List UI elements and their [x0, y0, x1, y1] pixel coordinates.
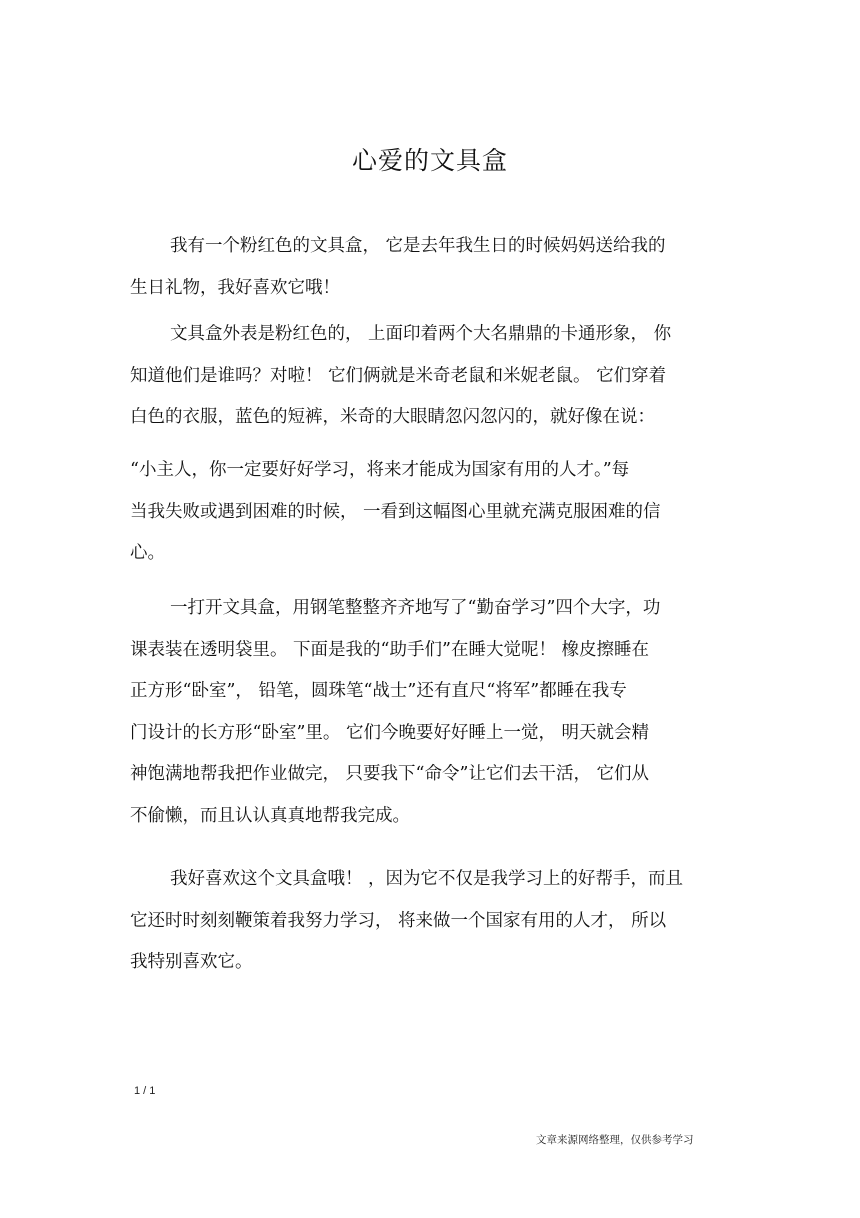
paragraph-line: 当我失败或遇到困难的时候， 一看到这幅图心里就充满克服困难的信: [130, 501, 661, 522]
paragraph-line: 我好喜欢这个文具盒哦！ ，因为它不仅是我学习上的好帮手，而且: [170, 869, 684, 889]
paragraph-4: [130, 588, 740, 837]
page-number: 1 / 1: [134, 1085, 156, 1097]
paragraph-3: [130, 450, 740, 575]
paragraph-line: 课表装在透明袋里。 下面是我的“助手们”在睡大觉呢！ 橡皮擦睡在: [130, 639, 650, 660]
footer-note: 文章来源网络整理，仅供参考学习: [536, 1134, 694, 1146]
paragraph-line: 知道他们是谁吗？对啦！ 它们俩就是米奇老鼠和米妮老鼠。 它们穿着: [130, 365, 667, 386]
paragraph-1: [130, 226, 740, 309]
paragraph-2: [130, 314, 740, 439]
paragraph-line: 白色的衣服，蓝色的短裤，米奇的大眼睛忽闪忽闪的，就好像在说：: [130, 407, 655, 427]
paragraph-line: 它还时时刻刻鞭策着我努力学习， 将来做一个国家有用的人才， 所以: [130, 910, 667, 931]
paragraph-line: 我有一个粉红色的文具盒， 它是去年我生日的时候妈妈送给我的: [170, 236, 666, 256]
paragraph-line: 门设计的长方形“卧室”里。 它们今晚要好好睡上一觉， 明天就会精: [130, 722, 650, 743]
paragraph-line: 不偷懒，而且认认真真地帮我完成。: [130, 805, 410, 826]
paragraph-line: 神饱满地帮我把作业做完， 只要我下“命令”让它们去干活， 它们从: [130, 764, 650, 784]
paragraph-line: 心。: [130, 543, 165, 563]
paragraph-line: 我特别喜欢它。: [130, 952, 253, 972]
paragraph-5: [130, 859, 740, 984]
paragraph-line: 文具盒外表是粉红色的， 上面印着两个大名鼎鼎的卡通形象， 你: [170, 324, 672, 344]
paragraph-line: 正方形“卧室”， 铅笔，圆珠笔“战士”还有直尺“将军”都睡在我专: [130, 681, 627, 701]
paragraph-line: 一打开文具盒，用钢笔整整齐齐地写了“勤奋学习”四个大字，功: [170, 598, 661, 618]
paragraph-line: 生日礼物，我好喜欢它哦！: [130, 277, 340, 298]
paragraph-line: “小主人，你一定要好好学习，将来才能成为国家有用的人才。”每: [130, 460, 630, 480]
page-title: 心爱的文具盒: [351, 146, 508, 175]
